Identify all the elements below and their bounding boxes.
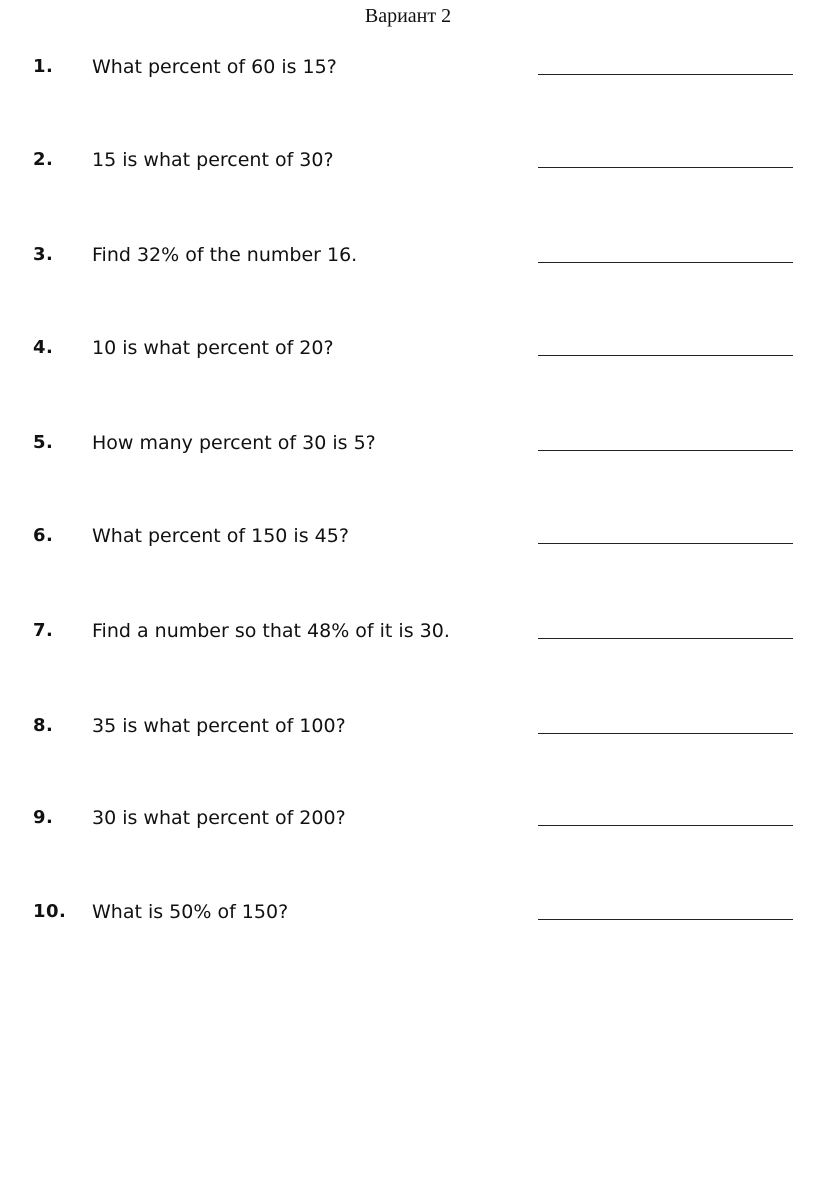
answer-line[interactable] [538,638,793,639]
answer-line[interactable] [538,825,793,826]
answer-line[interactable] [538,919,793,920]
question-number: 10. [33,901,67,922]
answer-line[interactable] [538,167,793,168]
question-5 [0,428,816,458]
question-number: 4. [33,337,54,358]
question-number: 1. [33,56,54,77]
question-4 [0,333,816,363]
question-9 [0,803,816,833]
question-2 [0,145,816,175]
question-text: Find a number so that 48% of it is 30. [92,620,450,642]
question-number: 7. [33,620,54,641]
answer-line[interactable] [538,733,793,734]
answer-line[interactable] [538,74,793,75]
question-1 [0,52,816,82]
question-10 [0,897,816,927]
question-number: 3. [33,244,54,265]
question-text: What is 50% of 150? [92,901,289,923]
question-number: 5. [33,432,54,453]
question-text: 30 is what percent of 200? [92,807,346,829]
question-6 [0,521,816,551]
question-text: How many percent of 30 is 5? [92,432,376,454]
answer-line[interactable] [538,262,793,263]
answer-line[interactable] [538,450,793,451]
question-7 [0,616,816,646]
variant-title: Вариант 2 [364,5,452,27]
question-text: 15 is what percent of 30? [92,149,334,171]
answer-line[interactable] [538,355,793,356]
question-number: 9. [33,807,54,828]
question-text: 10 is what percent of 20? [92,337,334,359]
question-8 [0,711,816,741]
question-text: What percent of 150 is 45? [92,525,349,547]
question-number: 2. [33,149,54,170]
question-text: What percent of 60 is 15? [92,56,337,78]
question-number: 6. [33,525,54,546]
question-text: 35 is what percent of 100? [92,715,346,737]
question-text: Find 32% of the number 16. [92,244,358,266]
question-3 [0,240,816,270]
question-number: 8. [33,715,54,736]
answer-line[interactable] [538,543,793,544]
